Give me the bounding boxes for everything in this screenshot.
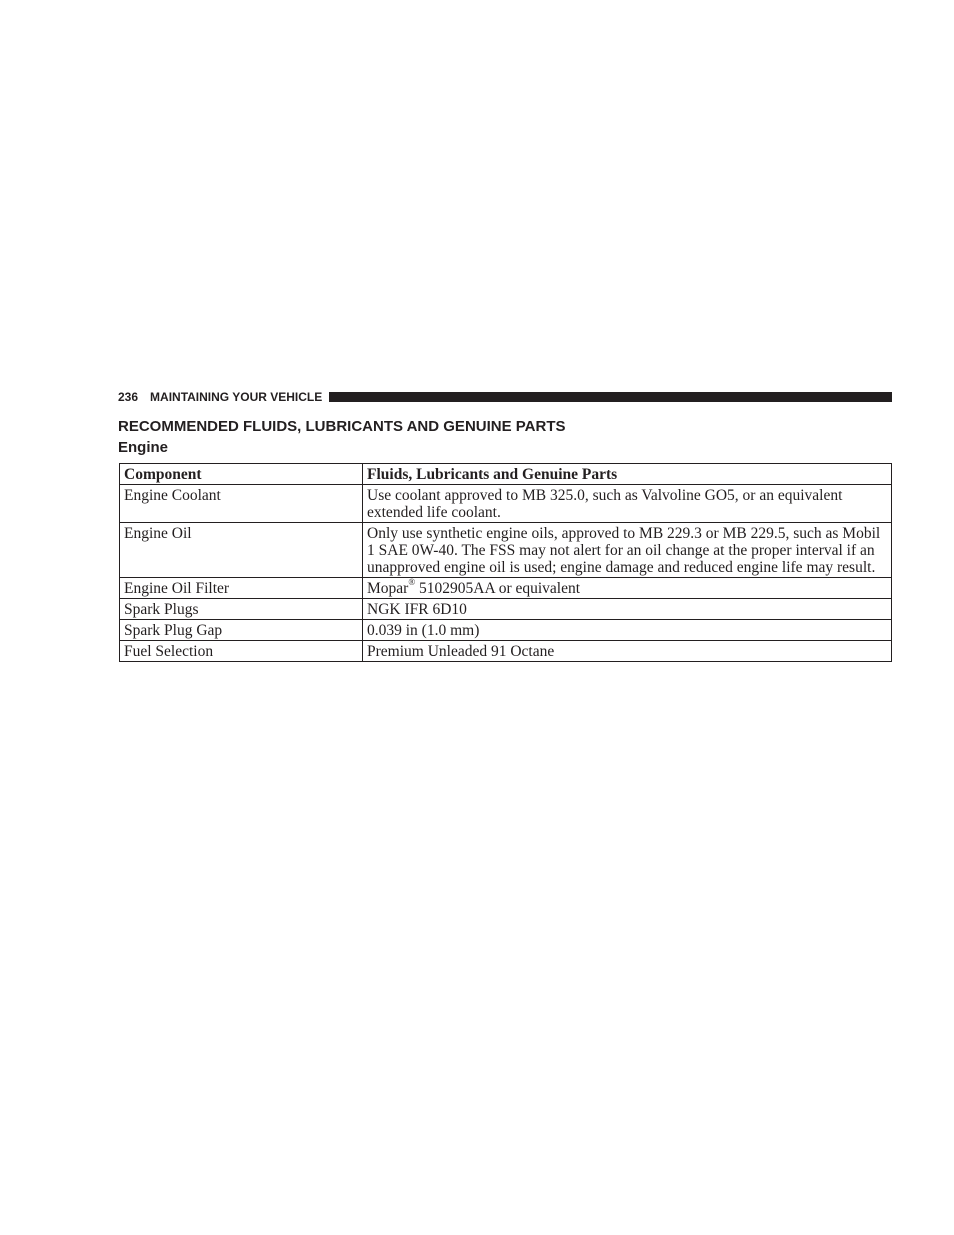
table-row bbox=[120, 578, 892, 599]
page-title: RECOMMENDED FLUIDS, LUBRICANTS AND GENUINE PARTS bbox=[118, 418, 566, 435]
table-header-row bbox=[120, 464, 892, 485]
spec-text: 5102905AA or equivalent bbox=[415, 580, 581, 597]
registered-mark: ® bbox=[408, 576, 416, 587]
table-subtitle: Engine bbox=[118, 439, 169, 456]
column-header-component: Component bbox=[120, 464, 363, 485]
column-header-fluids: Fluids, Lubricants and Genuine Parts bbox=[363, 464, 892, 485]
cell-component: Engine Coolant bbox=[120, 485, 363, 523]
cell-spec: NGK IFR 6D10 bbox=[363, 599, 892, 620]
cell-component: Engine Oil bbox=[120, 523, 363, 578]
table-row bbox=[120, 620, 892, 641]
cell-spec: Premium Unleaded 91 Octane bbox=[363, 641, 892, 662]
cell-component: Spark Plugs bbox=[120, 599, 363, 620]
table-row bbox=[120, 485, 892, 523]
section-name: MAINTAINING YOUR VEHICLE bbox=[150, 390, 323, 404]
page-header bbox=[118, 389, 892, 405]
cell-spec: Only use synthetic engine oils, approved to MB 229.3 or MB 229.5, such as Mobil 1 SAE 0W-40. The FSS may not alert for an oil change at the proper interval if an unapproved engine oil is used; engine damage and reduced engine life may result. bbox=[363, 523, 892, 578]
brand-name: Mopar bbox=[367, 580, 409, 597]
cell-spec bbox=[363, 578, 892, 599]
cell-component: Engine Oil Filter bbox=[120, 578, 363, 599]
cell-component: Spark Plug Gap bbox=[120, 620, 363, 641]
table-row bbox=[120, 641, 892, 662]
page-number: 236 bbox=[118, 390, 139, 404]
header-rule bbox=[329, 392, 892, 402]
cell-spec: 0.039 in (1.0 mm) bbox=[363, 620, 892, 641]
fluids-table bbox=[119, 463, 892, 662]
table-row bbox=[120, 599, 892, 620]
table-row bbox=[120, 523, 892, 578]
cell-spec: Use coolant approved to MB 325.0, such as Valvoline GO5, or an equivalent extended life coolant. bbox=[363, 485, 892, 523]
cell-component: Fuel Selection bbox=[120, 641, 363, 662]
